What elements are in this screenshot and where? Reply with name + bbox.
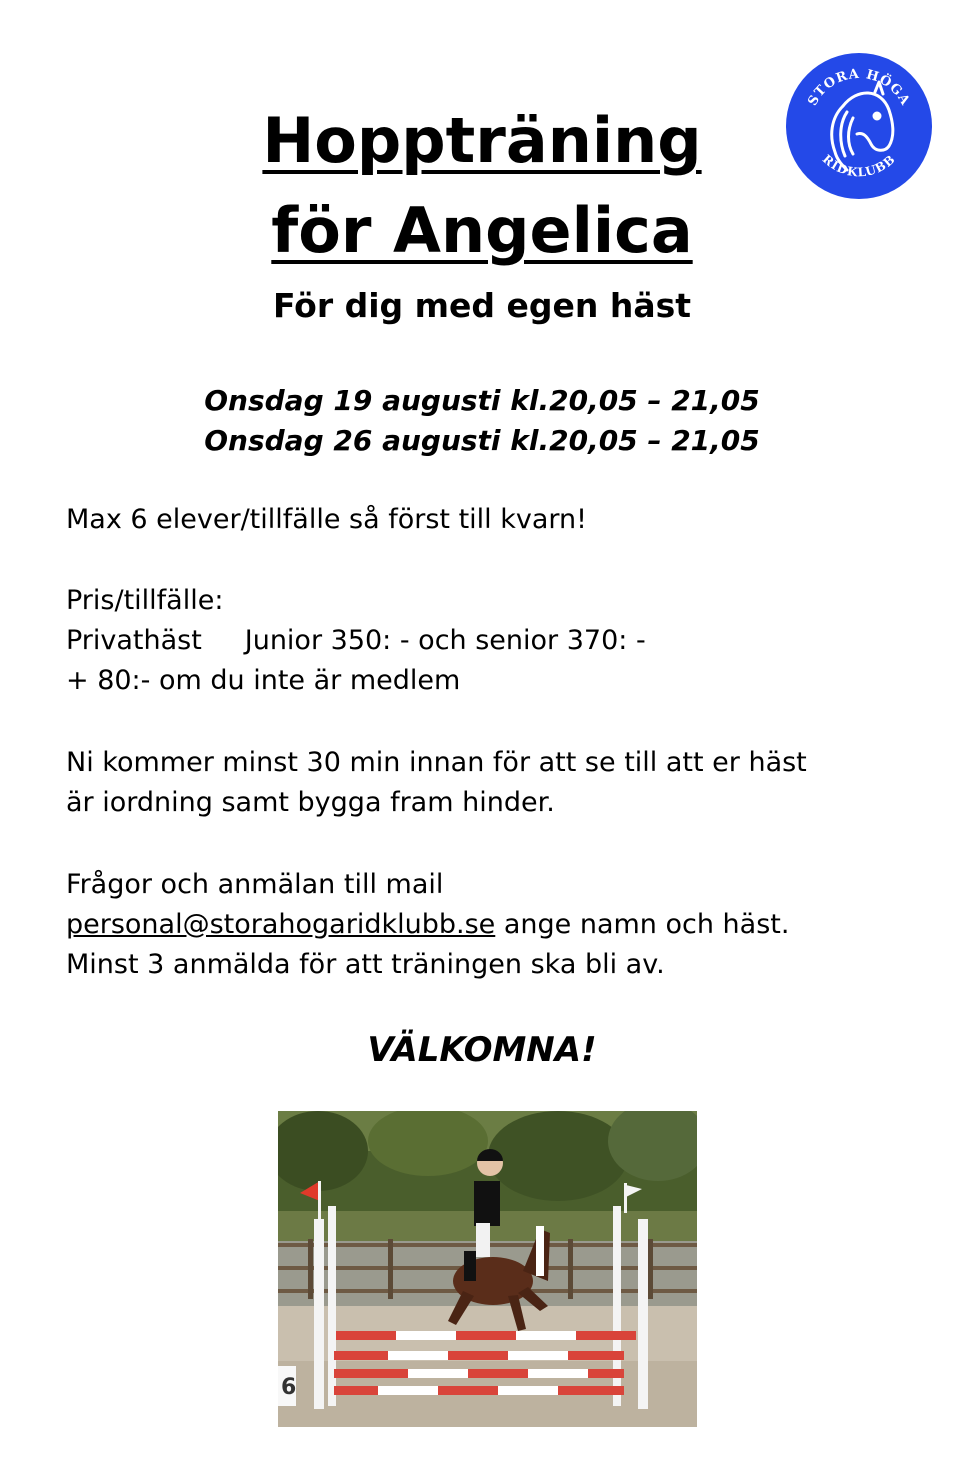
contact-section	[66, 865, 926, 985]
email-link[interactable]: personal@storahogaridklubb.se	[66, 909, 496, 940]
arrival-section	[66, 743, 926, 823]
arrival-line-2: är iordning samt bygga fram hinder.	[66, 787, 555, 818]
price-section	[66, 581, 926, 701]
member-fee: + 80:- om du inte är medlem	[66, 665, 461, 696]
title-line-2: för Angelica	[271, 194, 693, 267]
minimum-text: Minst 3 anmälda för att träningen ska bli av.	[66, 949, 665, 980]
arrival-line-1: Ni kommer minst 30 min innan för att se till att er häst	[66, 747, 807, 778]
contact-suffix: ange namn och häst.	[495, 909, 790, 940]
contact-line-1: Frågor och anmälan till mail	[66, 869, 444, 900]
title-line-1: Hoppträning	[262, 104, 702, 177]
jump-number: 6	[281, 1375, 297, 1400]
logo-text-top: STORA HÖGA	[805, 66, 913, 109]
price-label: Pris/tillfälle:	[66, 585, 224, 616]
subtitle: För dig med egen häst	[272, 286, 692, 325]
price-line: Privathäst Junior 350: - och senior 370: -	[66, 625, 646, 656]
logo-text-bottom: RIDKLUBB	[819, 151, 899, 180]
date-line-2: Onsdag 26 augusti kl.20,05 – 21,05	[204, 424, 760, 457]
welcome-text: VÄLKOMNA!	[367, 1030, 597, 1070]
show-jumping-photo	[278, 1111, 697, 1427]
date-line-1: Onsdag 19 augusti kl.20,05 – 21,05	[204, 384, 760, 417]
max-students-text: Max 6 elever/tillfälle så först till kvarn!	[66, 504, 587, 535]
contact-line-2	[66, 905, 926, 945]
